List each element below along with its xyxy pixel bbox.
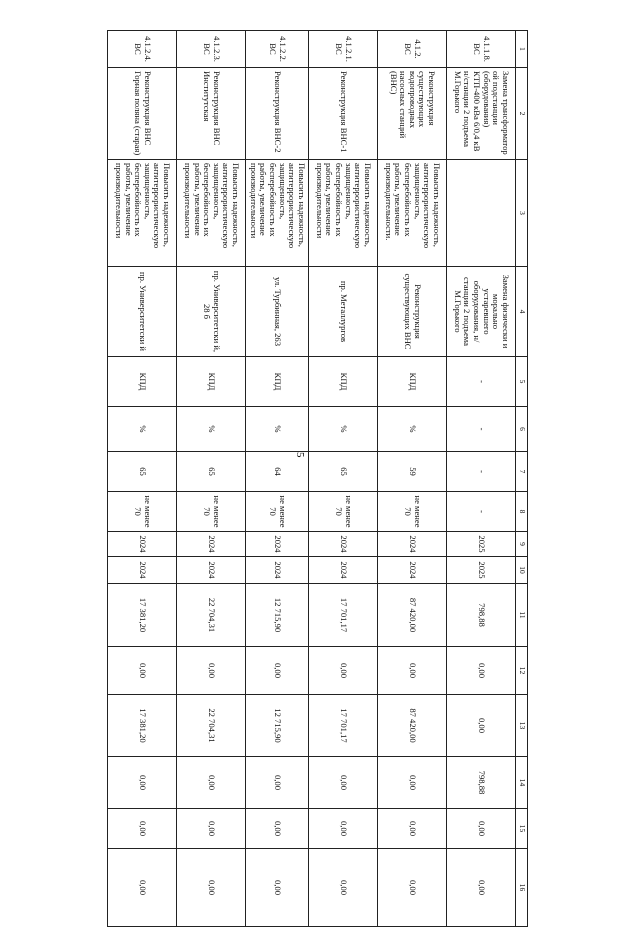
column-number-cell: 14 [516,757,528,809]
investment-program-table [107,30,528,927]
table-cell: 17 381,20 [108,695,177,757]
table-cell: 0,00 [177,757,246,809]
table-cell: 2024 [246,557,309,584]
table-cell: 2025 [447,557,516,584]
table-cell: Повысить надежность, антитеррористическую защищенность, бесперебойность их работы, увеличение производительности. [378,160,447,267]
table-row [108,31,177,927]
table-cell: 65 [309,452,378,492]
table-cell: КПД [309,357,378,407]
table-cell: Повысить надежность, антитеррористическую защищенность, бесперебойность их работы, увеличение производительности [177,160,246,267]
table-cell: 17 701,17 [309,695,378,757]
table-cell: 22 704,31 [177,584,246,647]
table-cell: 4.1.2.1. ВС [309,31,378,68]
table-cell: 2024 [378,557,447,584]
table-cell: КПД [108,357,177,407]
table-cell: 12 715,90 [246,584,309,647]
table-row [378,31,447,927]
table-cell: 0,00 [246,809,309,849]
column-number-cell: 12 [516,647,528,695]
table-cell: 2024 [246,532,309,557]
table-cell: 4.1.2.4. ВС [108,31,177,68]
table-cell: - [447,407,516,452]
table-cell: % [246,407,309,452]
table-cell: Повысить надежность, антитеррористическую защищенность, бесперебойность их работы, увеличение производительности [309,160,378,267]
table-cell: 0,00 [378,757,447,809]
table-row [246,31,309,927]
table-cell: пр. Университетски й, 28 б [177,267,246,357]
page-number: 5 [294,452,306,458]
table-cell: 0,00 [378,809,447,849]
table-cell: 65 [108,452,177,492]
table-cell: 0,00 [309,647,378,695]
table-cell: 0,00 [447,849,516,927]
table-row [447,31,516,927]
table-cell: 0,00 [177,849,246,927]
table-cell: 59 [378,452,447,492]
column-number-cell: 13 [516,695,528,757]
table-cell: 798,88 [447,584,516,647]
column-number-cell: 1 [516,31,528,68]
table-cell: 0,00 [177,809,246,849]
column-number-cell: 8 [516,492,528,532]
column-number-cell: 5 [516,357,528,407]
table-cell: 0,00 [246,647,309,695]
table-cell: Реконструкция ВНС Горная поляна (старая) [108,68,177,160]
table-cell: 0,00 [378,849,447,927]
table-cell: 798,88 [447,757,516,809]
table-cell: Повысить надежность, антитеррористическую защищенность, бесперебойность их работы, увеличение производительности [246,160,309,267]
table-cell: Реконструкция существующих ВНС [378,267,447,357]
table-cell: пр. Университетски й [108,267,177,357]
table-cell: Реконструкция существующих водопроводных насосных станций (ВНС) [378,68,447,160]
table-cell: ул. Турбинная, 263 [246,267,309,357]
table-cell: КПД [177,357,246,407]
table-cell: 4.1.2.3. ВС [177,31,246,68]
column-number-cell: 4 [516,267,528,357]
table-cell: - [447,492,516,532]
table-cell: % [309,407,378,452]
table-cell: 0,00 [246,757,309,809]
table-cell: Повысить надежность, антитеррористическую защищенность, бесперебойность их работы, увеличение производительности [108,160,177,267]
table-cell: 2025 [447,532,516,557]
column-number-cell: 6 [516,407,528,452]
column-number-cell: 10 [516,557,528,584]
table-cell: 64 [246,452,309,492]
table-cell: 4.1.1.8. ВС [447,31,516,68]
table-cell: % [378,407,447,452]
column-number-cell: 9 [516,532,528,557]
table-cell: 2024 [309,532,378,557]
table-cell: не менее 70 [177,492,246,532]
column-number-cell: 15 [516,809,528,849]
table-cell: 22 704,31 [177,695,246,757]
table-cell: 0,00 [447,695,516,757]
column-number-cell: 7 [516,452,528,492]
column-number-cell: 2 [516,68,528,160]
table-cell: 87 420,00 [378,584,447,647]
table-cell: Реконструкция ВНС Институтская [177,68,246,160]
table-cell: 4.1.2.2. ВС [246,31,309,68]
table-cell: 0,00 [108,809,177,849]
table-cell: - [447,452,516,492]
table-row [309,31,378,927]
table-cell [447,160,516,267]
table-cell: 0,00 [309,849,378,927]
table-cell: 2024 [108,557,177,584]
table-cell: 0,00 [309,809,378,849]
table-cell: 0,00 [246,849,309,927]
table-cell: не менее 70 [378,492,447,532]
table-cell: не менее 70 [246,492,309,532]
table-cell: КПД [378,357,447,407]
table-cell: Замена трансформатор ой подстанции (оборудования) КТП-400 кВа 6/0,4 кВ н/станции 2 подъема М.Горького [447,68,516,160]
table-cell: 4.1.2. ВС [378,31,447,68]
column-number-cell: 3 [516,160,528,267]
table-cell: 0,00 [309,757,378,809]
table-cell: 2024 [378,532,447,557]
table-cell: 0,00 [108,757,177,809]
table-cell: 2024 [309,557,378,584]
table-cell: 2024 [177,557,246,584]
table-cell: 0,00 [108,647,177,695]
table-cell: 65 [177,452,246,492]
table-cell: 0,00 [177,647,246,695]
table-cell: 12 715,90 [246,695,309,757]
table-cell: - [447,357,516,407]
table-cell: 87 420,00 [378,695,447,757]
table-cell: 0,00 [447,647,516,695]
table-cell: % [177,407,246,452]
table-cell: не менее 70 [309,492,378,532]
table-cell: % [108,407,177,452]
rotated-table [57,30,528,896]
table-cell: пр. Металлургов [309,267,378,357]
table-cell: 0,00 [108,849,177,927]
table-cell: 0,00 [378,647,447,695]
table-cell: не менее 70 [108,492,177,532]
table-cell: 17 701,17 [309,584,378,647]
table-header-row [516,31,528,927]
table-cell: 17 381,20 [108,584,177,647]
table-container [57,30,528,896]
table-cell: 2024 [108,532,177,557]
table-cell: Реконструкция ВНС-2 [246,68,309,160]
column-number-cell: 16 [516,849,528,927]
table-cell: Замена физически и морально устаревшего оборудования, н/станции 2 подъема М.Горького [447,267,516,357]
column-number-cell: 11 [516,584,528,647]
table-cell: КПД [246,357,309,407]
table-row [177,31,246,927]
table-cell: 0,00 [447,809,516,849]
table-cell: 2024 [177,532,246,557]
table-cell: Реконструкция ВНС-1 [309,68,378,160]
